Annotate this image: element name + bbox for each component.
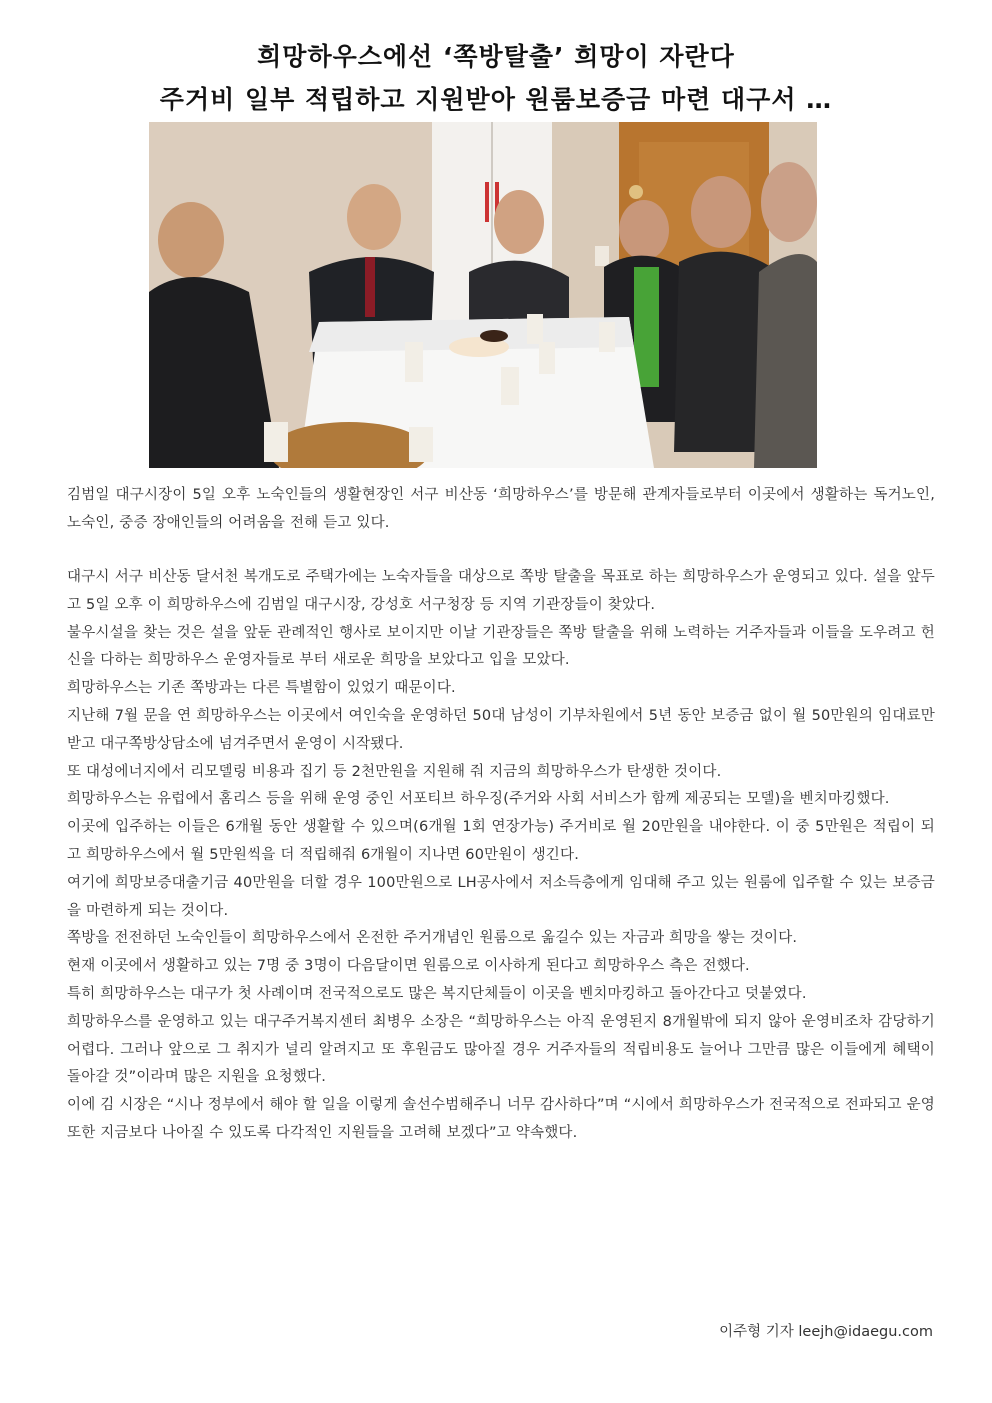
- paragraph: 여기에 희망보증대출기금 40만원을 더할 경우 100만원으로 LH공사에서 저소득층에게 임대해 주고 있는 원룸에 입주할 수 있는 보증금을 마련하게 되는 것이다.: [67, 874, 935, 919]
- paragraph: 희망하우스는 기존 쪽방과는 다른 특별함이 있었기 때문이다.: [67, 680, 456, 697]
- paragraph: 희망하우스를 운영하고 있는 대구주거복지센터 최병우 소장은 “희망하우스는 아직 운영된지 8개월밖에 되지 않아 운영비조차 감당하기 어렵다. 그러나 앞으로 그 취지가 널리 알려지고 또 후원금도 많아질 경우 거주자들의 적립비용도 늘어나 그만큼 많은 이들에게 혜택이 돌아갈 것”이라며 많은 지원을 요청했다.: [67, 1013, 935, 1086]
- photo-caption-text: 김범일 대구시장이 5일 오후 노숙인들의 생활현장인 서구 비산동 ‘희망하우스’를 방문해 관계자들로부터 이곳에서 생활하는 독거노인, 노숙인, 중증 장애인들의 어려움을 전해 듣고 있다.: [67, 487, 935, 531]
- paragraph: 특히 희망하우스는 대구가 첫 사례이며 전국적으로도 많은 복지단체들이 이곳을 벤치마킹하고 돌아간다고 덧붙였다.: [67, 985, 807, 1002]
- paragraph: 불우시설을 찾는 것은 설을 앞둔 관례적인 행사로 보이지만 이날 기관장들은 쪽방 탈출을 위해 노력하는 거주자들과 이들을 도우려고 헌신을 다하는 희망하우스 운영자들로 부터 새로운 희망을 보았다고 입을 모았다.: [67, 624, 935, 669]
- article-photo: [149, 122, 817, 468]
- article-body: [67, 564, 935, 1148]
- byline: 이주형 기자 leejh@idaegu.com: [719, 1324, 933, 1340]
- photo-caption: [67, 482, 935, 538]
- paragraph: 이곳에 입주하는 이들은 6개월 동안 생활할 수 있으며(6개월 1회 연장가능) 주거비로 월 20만원을 내야한다. 이 중 5만원은 적립이 되고 희망하우스에서 월 5만원씩을 더 적립해줘 6개월이 지나면 60만원이 생긴다.: [67, 819, 935, 863]
- paragraph: 지난해 7월 문을 연 희망하우스는 이곳에서 여인숙을 운영하던 50대 남성이 기부차원에서 5년 동안 보증금 없이 월 50만원의 임대료만 받고 대구쪽방상담소에 넘겨주면서 운영이 시작됐다.: [67, 707, 935, 752]
- paragraph: 현재 이곳에서 생활하고 있는 7명 중 3명이 다음달이면 원룸으로 이사하게 된다고 희망하우스 측은 전했다.: [67, 958, 750, 975]
- paragraph: 희망하우스는 유럽에서 홈리스 등을 위해 운영 중인 서포티브 하우징(주거와 사회 서비스가 함께 제공되는 모델)을 벤치마킹했다.: [67, 791, 890, 808]
- paragraph: 대구시 서구 비산동 달서천 복개도로 주택가에는 노숙자들을 대상으로 쪽방 탈출을 목표로 하는 희망하우스가 운영되고 있다. 설을 앞두고 5일 오후 이 희망하우스에 김범일 대구시장, 강성호 서구청장 등 지역 기관장들이 찾았다.: [67, 569, 935, 613]
- paragraph: 쪽방을 전전하던 노숙인들이 희망하우스에서 온전한 주거개념인 원룸으로 옮길수 있는 자금과 희망을 쌓는 것이다.: [67, 930, 798, 947]
- paragraph: 또 대성에너지에서 리모델링 비용과 집기 등 2천만원을 지원해 줘 지금의 희망하우스가 탄생한 것이다.: [67, 763, 722, 780]
- article-title: 희망하우스에선 ‘쪽방탈출’ 희망이 자란다: [257, 42, 735, 71]
- article-subtitle: 주거비 일부 적립하고 지원받아 원룸보증금 마련 대구서 …: [159, 85, 833, 114]
- paragraph: 이에 김 시장은 “시나 정부에서 해야 할 일을 이렇게 솔선수범해주니 너무 감사하다”며 “시에서 희망하우스가 전국적으로 전파되고 운영 또한 지금보다 나아질 수 있도록 다각적인 지원들을 고려해 보겠다”고 약속했다.: [67, 1097, 935, 1141]
